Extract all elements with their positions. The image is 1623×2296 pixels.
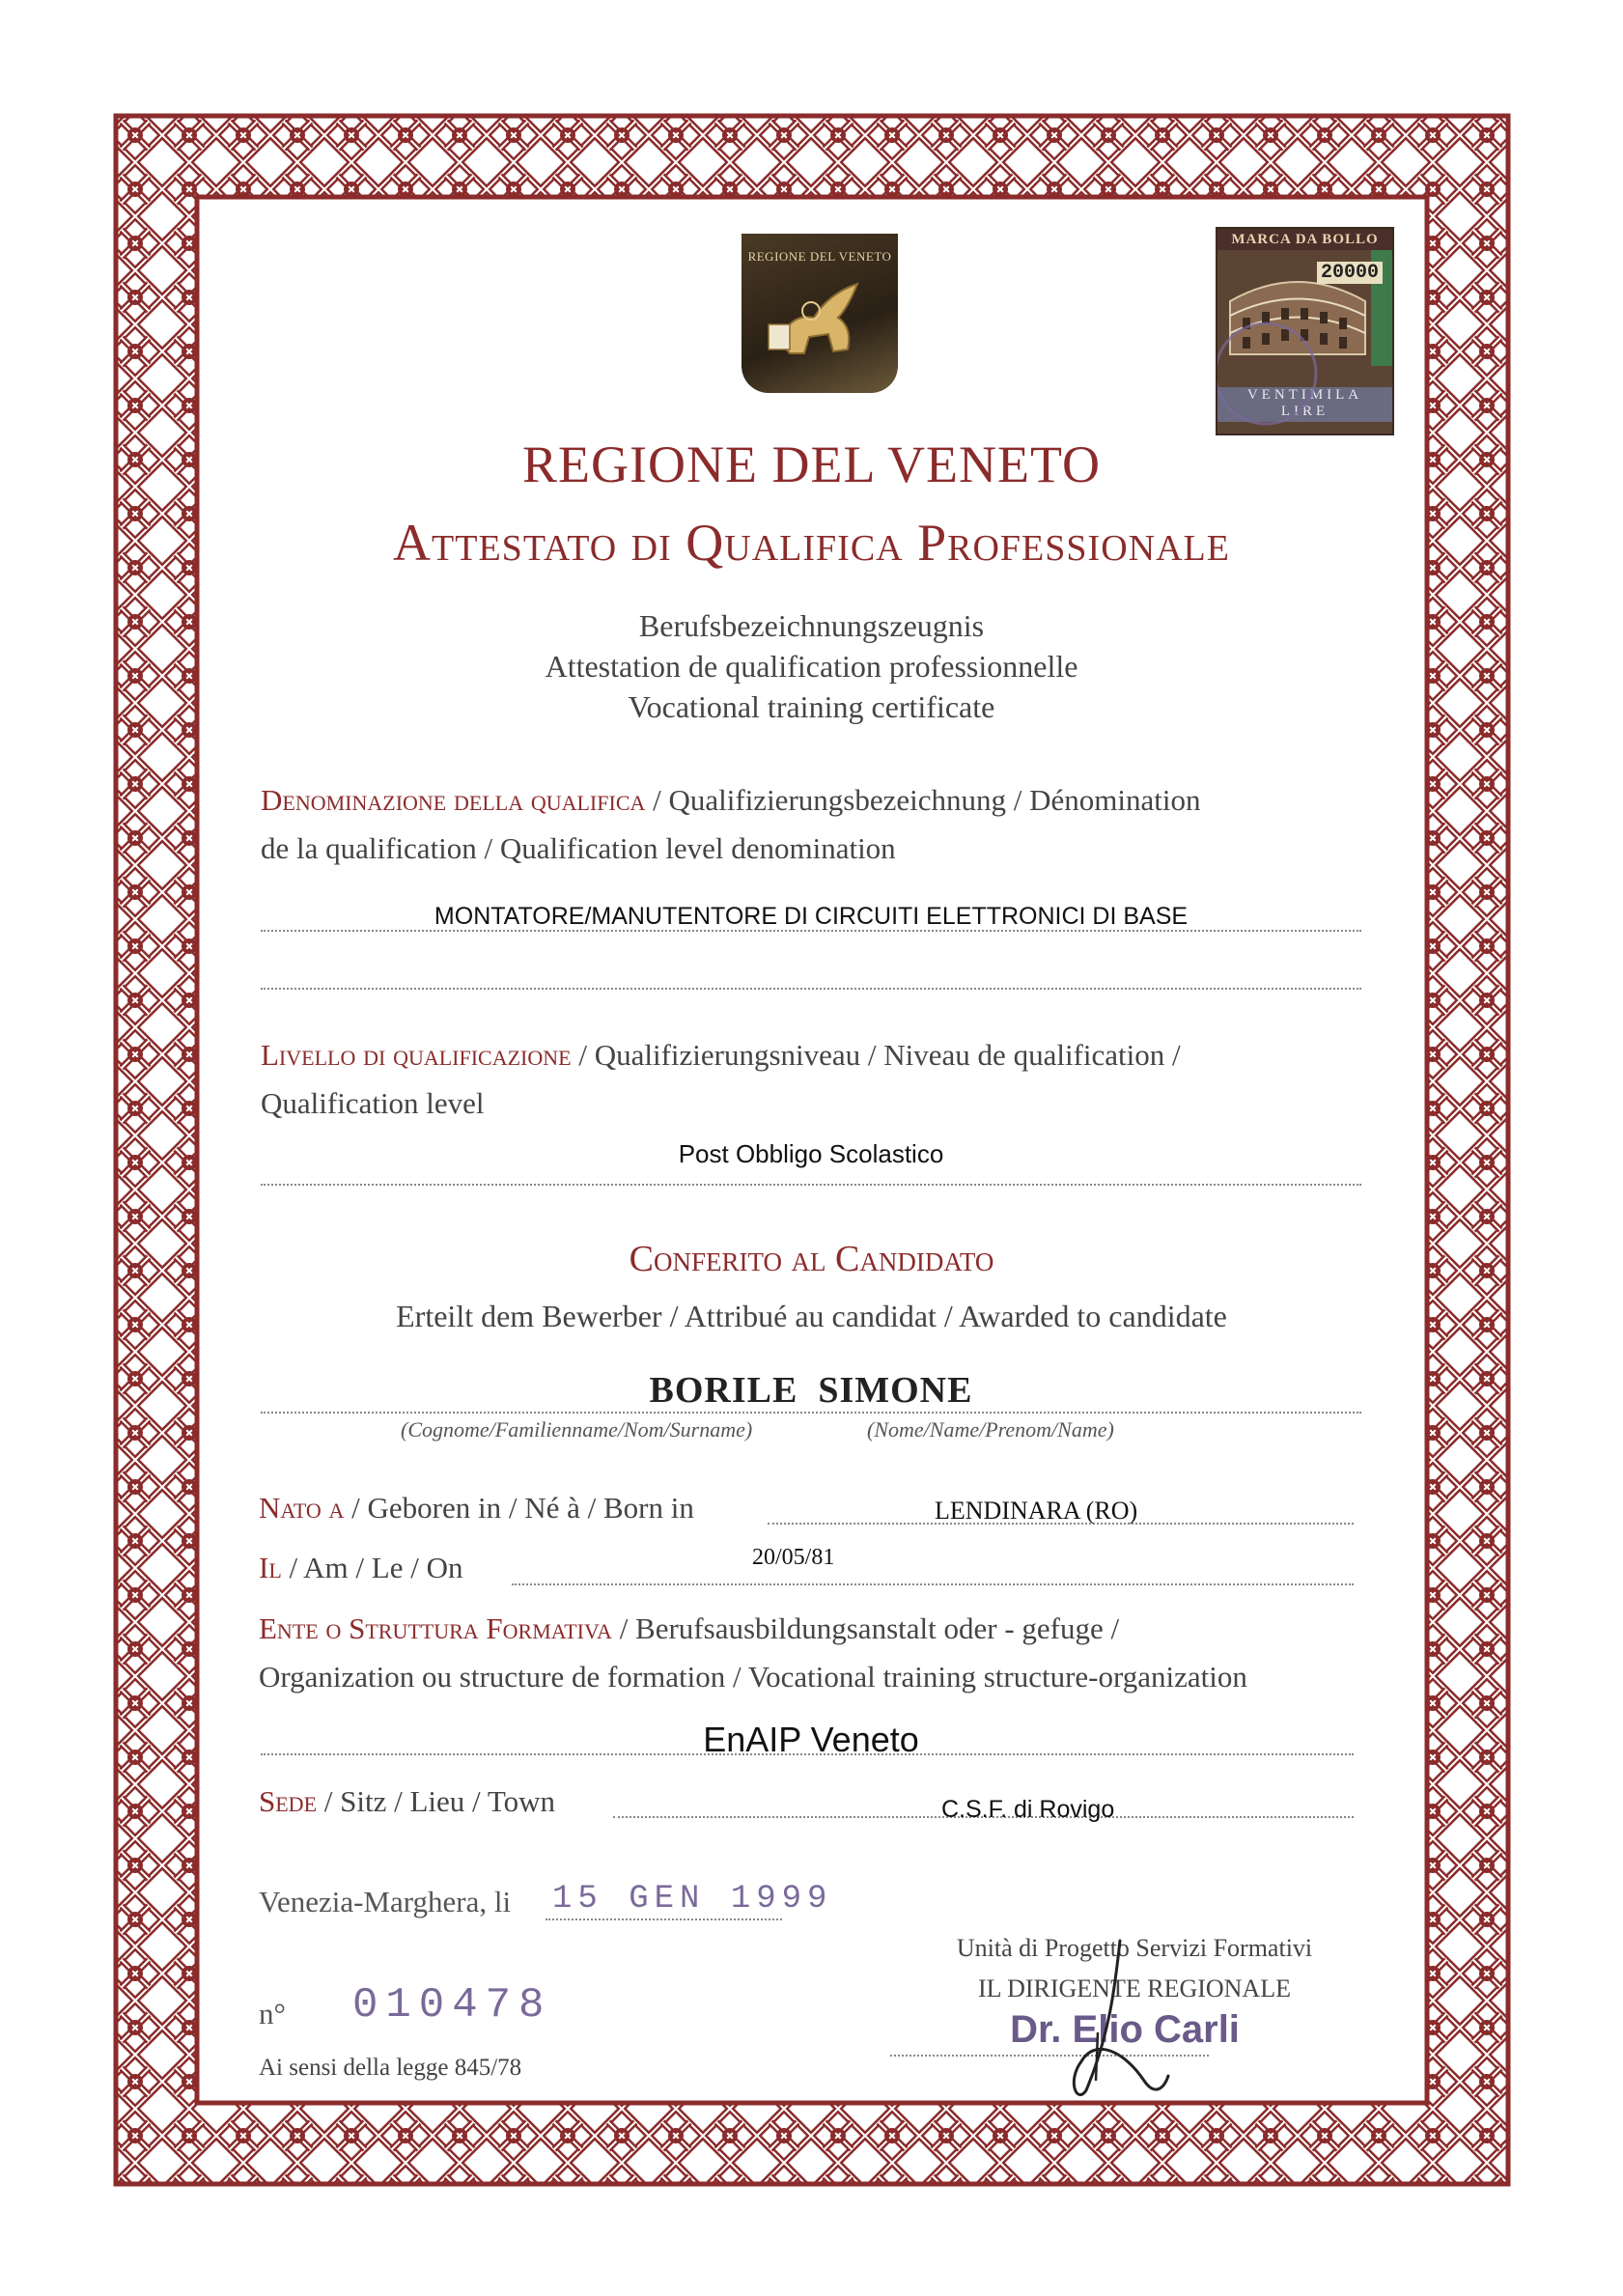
birthplace-label-main: Nato a	[259, 1491, 345, 1525]
candidate-name: BORILE SIMONE	[649, 1370, 973, 1411]
translation-fr: Attestation de qualification professionnelle	[545, 649, 1078, 684]
crest-text: REGIONE DEL VENETO	[747, 249, 892, 264]
birthplace-label	[259, 1484, 694, 1532]
issue-date-line	[546, 1918, 782, 1920]
candidate-translations: Erteilt dem Bewerber / Attribué au candidat / Awarded to candidate	[396, 1299, 1227, 1333]
office-name: Unità di Progetto Servizi Formativi	[956, 1934, 1313, 1962]
translation-en: Vocational training certificate	[628, 689, 995, 724]
surname-caption: (Cognome/Familienname/Nom/Surname)	[401, 1417, 753, 1442]
handwritten-signature	[1057, 1936, 1202, 2105]
revenue-stamp	[1216, 227, 1394, 435]
level-value: Post Obbligo Scolastico	[678, 1139, 944, 1168]
law-reference: Ai sensi della legge 845/78	[259, 2055, 522, 2081]
candidate-name-line	[261, 1412, 1361, 1414]
stamp-denomination-line2: LIRE	[1280, 404, 1329, 419]
stamp-denomination-line1: VENTIMILA	[1246, 387, 1363, 403]
seat-label-translations: / Sitz / Lieu / Town	[317, 1784, 555, 1818]
cancellation-stamp	[1216, 316, 1324, 432]
number-label: n°	[259, 1997, 286, 2030]
qualification-label	[261, 776, 1361, 873]
organization-label	[259, 1605, 1359, 1701]
birthdate-value: 20/05/81	[752, 1545, 835, 1570]
level-label-line2: Qualification level	[261, 1086, 485, 1120]
level-label-translations: / Qualifizierungsniveau / Niveau de qualification /	[571, 1038, 1181, 1072]
level-line	[261, 1184, 1361, 1186]
birthdate-label-main: Il	[259, 1551, 282, 1584]
organization-label-main: Ente o Struttura Formativa	[259, 1611, 612, 1645]
qualification-line-2	[261, 988, 1361, 990]
lion-icon	[761, 274, 879, 366]
stamp-value: 20000	[1317, 262, 1383, 284]
region-crest	[742, 234, 898, 393]
certificate-number: 010478	[352, 1981, 552, 2030]
level-label-main: Livello di qualificazione	[261, 1038, 572, 1072]
qualification-label-main: Denominazione della qualifica	[261, 783, 646, 817]
organization-label-translations: / Berufsausbildungsanstalt oder - gefuge /	[611, 1611, 1120, 1645]
seat-label	[259, 1778, 555, 1826]
organization-line	[261, 1753, 1354, 1755]
issue-date-stamp: 15 GEN 1999	[552, 1881, 833, 1918]
stamp-title: MARCA DA BOLLO	[1217, 229, 1392, 250]
translation-de: Berufsbezeichnungszeugnis	[638, 608, 985, 643]
birthdate-label	[259, 1544, 462, 1592]
qualification-label-translations: / Qualifizierungsbezeichnung / Dénomination	[645, 783, 1201, 817]
document-title: REGIONE DEL VENETO	[522, 435, 1101, 493]
level-label	[261, 1031, 1361, 1128]
birthdate-line	[512, 1583, 1354, 1585]
firstname-caption: (Nome/Name/Prenom/Name)	[867, 1417, 1114, 1442]
seat-value: C.S.F. di Rovigo	[941, 1796, 1115, 1823]
birthdate-label-translations: / Am / Le / On	[281, 1551, 463, 1584]
candidate-heading: Conferito al Candidato	[629, 1239, 994, 1279]
place-date-label: Venezia-Marghera, li	[259, 1885, 512, 1918]
qualification-label-line2: de la qualification / Qualification level denomination	[261, 831, 896, 865]
organization-label-line2: Organization ou structure de formation / Vocational training structure-organization	[259, 1660, 1247, 1694]
signatory-name: Dr. Elio Carli	[1010, 2008, 1240, 2051]
qualification-value: MONTATORE/MANUTENTORE DI CIRCUITI ELETTRONICI DI BASE	[434, 903, 1189, 930]
organization-value: EnAIP Veneto	[703, 1720, 919, 1759]
seat-label-main: Sede	[259, 1784, 318, 1818]
document-subtitle: Attestato di Qualifica Professionale	[393, 514, 1230, 572]
birthplace-value: LENDINARA (RO)	[935, 1497, 1138, 1525]
office-role: IL DIRIGENTE REGIONALE	[978, 1974, 1291, 2002]
birthplace-label-translations: / Geboren in / Né à / Born in	[344, 1491, 694, 1525]
